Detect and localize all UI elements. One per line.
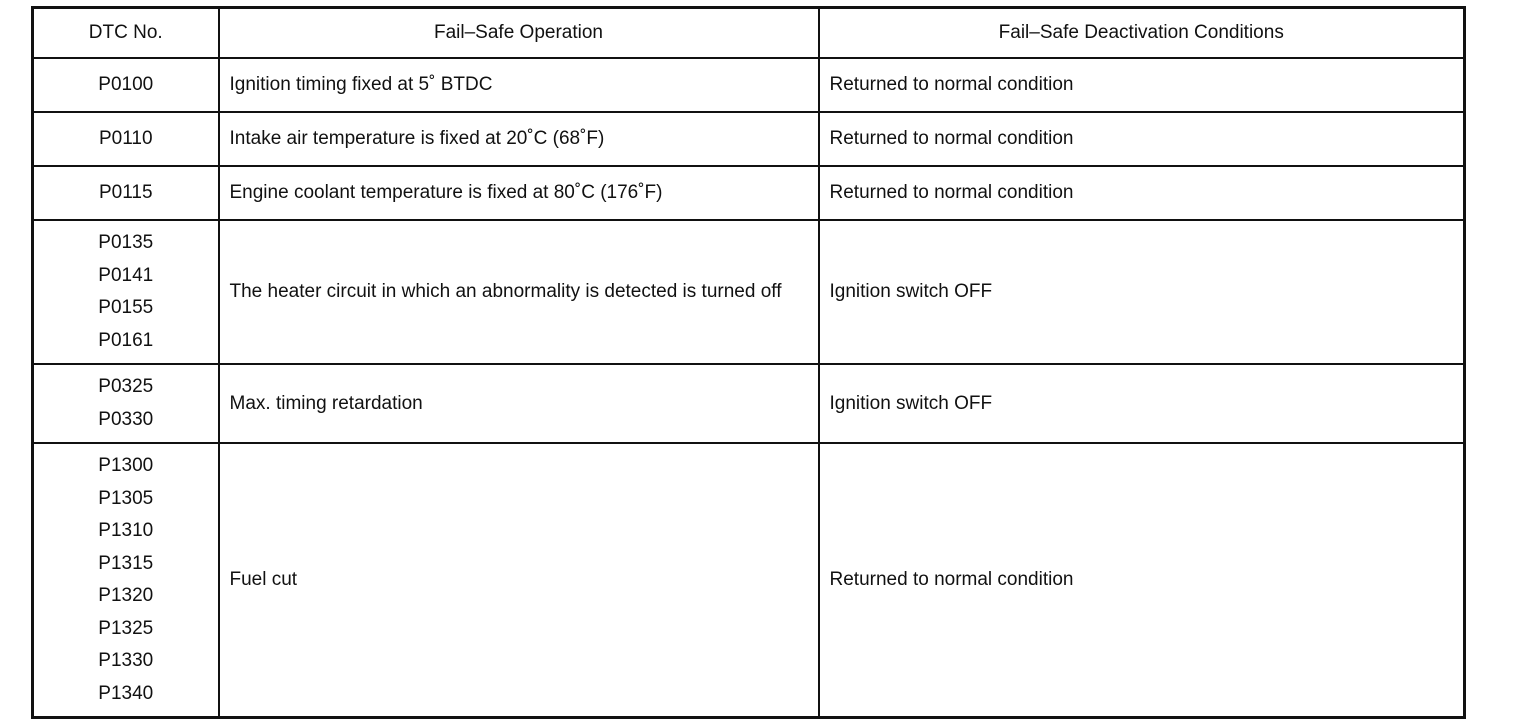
dtc-code: P1320: [98, 585, 154, 606]
header-deactivation: Fail–Safe Deactivation Conditions: [819, 8, 1465, 59]
table-row: [33, 112, 1465, 166]
table-row: [33, 166, 1465, 220]
deactivation-cell: Ignition switch OFF: [819, 220, 1465, 364]
dtc-code: P1325: [98, 617, 154, 639]
dtc-cell: [33, 220, 219, 364]
operation-cell: Engine coolant temperature is fixed at 80˚C (176˚F): [219, 166, 819, 220]
operation-text: The heater circuit in which an abnormality is detected is turned off: [229, 281, 782, 302]
dtc-code: P1315: [98, 552, 154, 574]
dtc-cell: [33, 112, 219, 166]
table-row: [33, 220, 1465, 364]
table-row: [33, 443, 1465, 718]
dtc-code: P0325: [98, 376, 154, 397]
deactivation-cell: Returned to normal condition: [819, 166, 1465, 220]
dtc-code: P0141: [98, 264, 154, 286]
dtc-code: P1310: [98, 520, 154, 541]
operation-cell: Fuel cut: [219, 443, 819, 718]
deactivation-cell: Returned to normal condition: [819, 112, 1465, 166]
dtc-code: P0155: [98, 297, 154, 318]
dtc-code: P0110: [98, 127, 153, 149]
deactivation-cell: Returned to normal condition: [819, 58, 1465, 112]
dtc-code: P1330: [98, 650, 154, 671]
fail-safe-table: [31, 6, 1466, 719]
dtc-code: P0115: [98, 181, 153, 203]
dtc-code: P0330: [98, 408, 154, 430]
dtc-code: P1305: [98, 487, 154, 509]
operation-cell: Max. timing retardation: [219, 364, 819, 443]
operation-cell: Intake air temperature is fixed at 20˚C (68˚F): [219, 112, 819, 166]
header-dtc: DTC No.: [33, 8, 219, 59]
deactivation-cell: Ignition switch OFF: [819, 364, 1465, 443]
dtc-cell: [33, 443, 219, 718]
dtc-code: P0135: [98, 232, 154, 253]
dtc-code: P0161: [98, 329, 154, 351]
deactivation-cell: Returned to normal condition: [819, 443, 1465, 718]
operation-cell: [219, 220, 819, 364]
table-row: [33, 364, 1465, 443]
table-row: [33, 58, 1465, 112]
header-operation: Fail–Safe Operation: [219, 8, 819, 59]
dtc-cell: [33, 58, 219, 112]
dtc-cell: [33, 364, 219, 443]
dtc-code: P1340: [98, 682, 154, 704]
dtc-cell: [33, 166, 219, 220]
header-row: [33, 8, 1465, 59]
dtc-code: P0100: [98, 73, 154, 95]
dtc-code: P1300: [98, 455, 154, 476]
operation-cell: Ignition timing fixed at 5˚ BTDC: [219, 58, 819, 112]
